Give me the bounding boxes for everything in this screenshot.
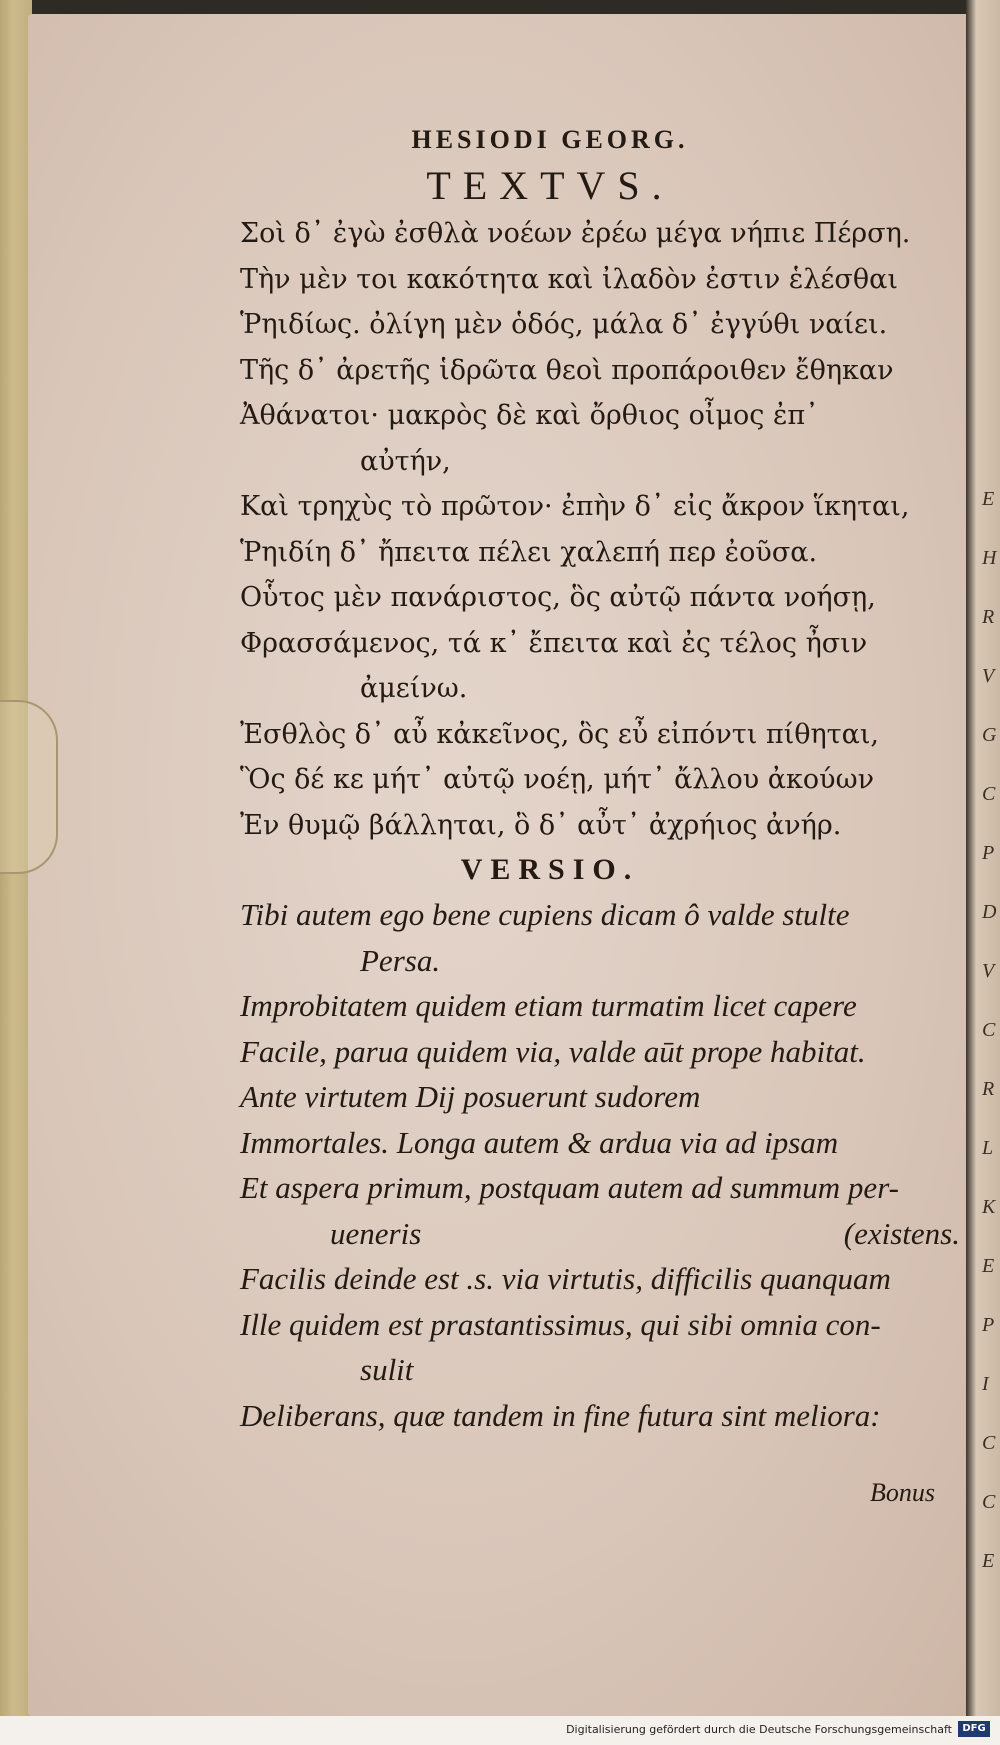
- greek-line: Ῥηιδίη δ᾽ ἤπειτα πέλει χαλεπή περ ἐοῦσα.: [240, 536, 818, 568]
- facing-letter: V: [982, 960, 995, 982]
- facing-letter: P: [982, 1314, 995, 1336]
- greek-line-continuation: ἀμείνω.: [360, 673, 468, 704]
- greek-line: Ἐν θυμῷ βάλληται, ὃ δ᾽ αὖτ᾽ ἀχρήιος ἀνήρ.: [240, 809, 842, 841]
- greek-line: Οὗτος μὲν πανάριστος, ὃς αὐτῷ πάντα νοήσῃ,: [240, 582, 876, 613]
- facing-letter: H: [982, 547, 997, 569]
- latin-line-turnover: (existens.: [843, 1215, 960, 1251]
- facing-letter: C: [982, 1019, 996, 1041]
- facing-letter: C: [982, 783, 996, 805]
- footer-credit: Digitalisierung gefördert durch die Deutsche Forschungsgemeinschaft: [566, 1723, 952, 1736]
- versio-heading: VERSIO.: [460, 853, 640, 886]
- facing-letter: C: [982, 1432, 996, 1454]
- page-text: [240, 125, 960, 1438]
- facing-letter: K: [982, 1196, 996, 1218]
- facing-letter: L: [982, 1137, 994, 1159]
- textus-heading: TEXTVS.: [426, 163, 674, 208]
- latin-line-pair: [240, 1211, 960, 1257]
- latin-line: Facilis deinde est .s. via virtutis, difficilis quanquam: [240, 1261, 891, 1296]
- latin-line: Ante virtutem Dij posuerunt sudorem: [240, 1079, 701, 1114]
- book-clasp-shadow: [0, 700, 58, 874]
- catchword: Bonus: [870, 1478, 935, 1507]
- dfg-logo-icon: DFG: [958, 1721, 990, 1737]
- greek-line: Φρασσάμενος, τά κ᾽ ἔπειτα καὶ ἐς τέλος ἦσιν: [240, 627, 868, 659]
- facing-letter: I: [982, 1373, 989, 1395]
- greek-line: Ἐσθλὸς δ᾽ αὖ κἀκεῖνος, ὃς εὖ εἰπόντι πίθηται,: [240, 718, 880, 750]
- latin-line: Ille quidem est prastantissimus, qui sibi omnia con-: [240, 1306, 881, 1342]
- greek-line: Ῥηιδίως. ὀλίγη μὲν ὁδός, μάλα δ᾽ ἐγγύθι ναίει.: [240, 309, 888, 340]
- greek-line: Τῆς δ᾽ ἀρετῆς ἱδρῶτα θεοὶ προπάροιθεν ἔθηκαν: [240, 354, 894, 386]
- latin-line-continuation: Persa.: [360, 942, 441, 978]
- greek-line: Ὃς δέ κε μήτ᾽ αὐτῷ νοέῃ, μήτ᾽ ἄλλου ἀκούων: [240, 764, 874, 795]
- facing-letter: E: [982, 1255, 995, 1277]
- facing-letter: R: [982, 1078, 995, 1100]
- greek-line: Ἀθάνατοι· μακρὸς δὲ καὶ ὄρθιος οἶμος ἐπ᾽: [240, 400, 819, 431]
- greek-line: Σοὶ δ᾽ ἐγὼ ἐσθλὰ νοέων ἐρέω μέγα νήπιε Πέρση.: [240, 218, 911, 249]
- facing-page-letters: [982, 470, 1000, 1591]
- facing-letter: D: [982, 901, 997, 923]
- facing-letter: R: [982, 606, 995, 628]
- facing-letter: P: [982, 842, 995, 864]
- greek-line: Καὶ τρηχὺς τὸ πρῶτον· ἐπὴν δ᾽ εἰς ἄκρον ἵκηται,: [240, 491, 910, 522]
- latin-line: Improbitatem quidem etiam turmatim licet capere: [240, 988, 857, 1023]
- facing-letter: E: [982, 488, 995, 510]
- facing-letter: G: [982, 724, 997, 746]
- facing-letter: C: [982, 1491, 996, 1513]
- greek-line: Τὴν μὲν τοι κακότητα καὶ ἰλαδὸν ἐστιν ἑλέσθαι: [240, 263, 898, 295]
- latin-line: Et aspera primum, postquam autem ad summum per-: [240, 1170, 899, 1205]
- latin-line: Deliberans, quæ tandem in fine futura sint meliora:: [240, 1397, 881, 1433]
- facing-letter: E: [982, 1550, 995, 1572]
- running-head: HESIODI GEORG.: [411, 125, 689, 154]
- latin-line-continuation: ueneris: [330, 1215, 422, 1251]
- latin-line: Facile, parua quidem via, valde aūt prope habitat.: [240, 1033, 866, 1069]
- latin-line: Immortales. Longa autem & ardua via ad ipsam: [240, 1124, 839, 1160]
- facing-letter: V: [982, 665, 995, 687]
- latin-line-continuation: sulit: [360, 1352, 414, 1387]
- latin-line: Tibi autem ego bene cupiens dicam ô valde stulte: [240, 897, 850, 932]
- greek-line-continuation: αὐτήν,: [360, 445, 451, 477]
